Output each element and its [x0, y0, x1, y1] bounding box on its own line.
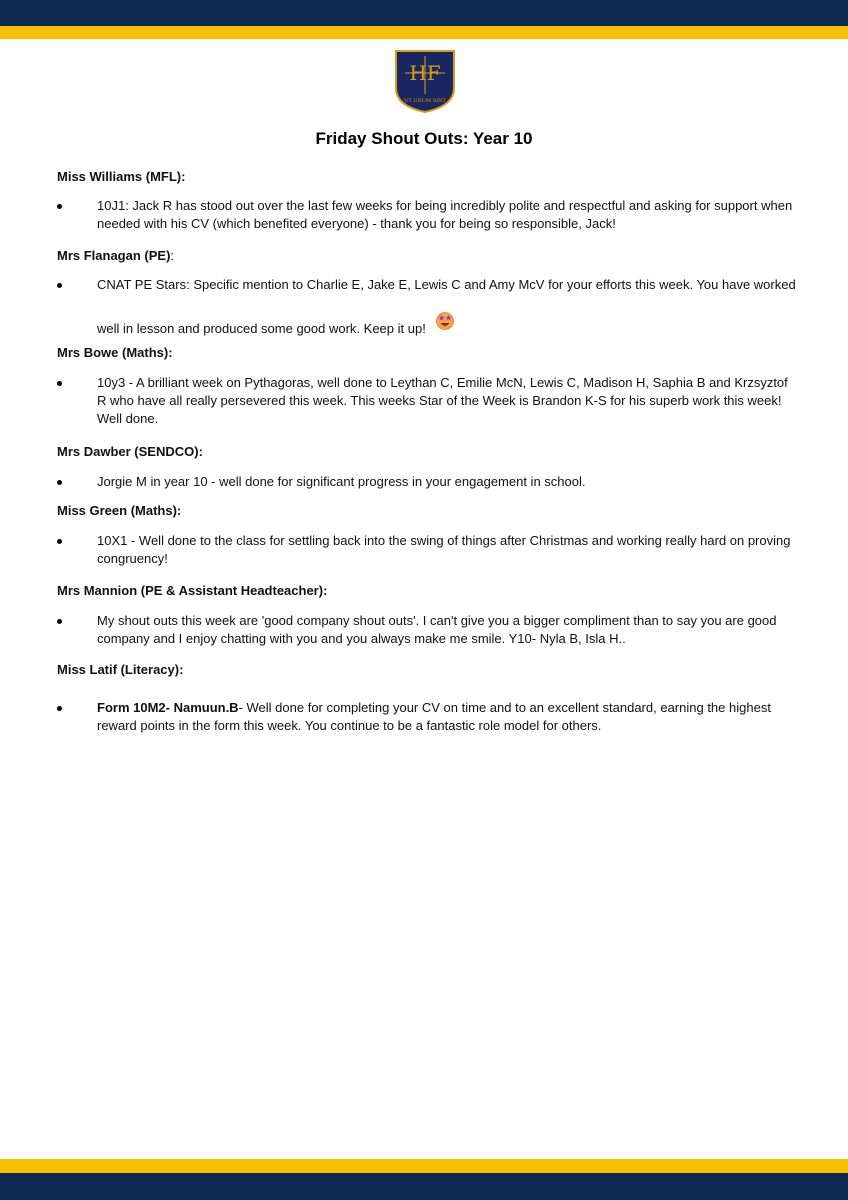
section-mrs-mannion	[57, 582, 797, 600]
shout-out-text: Jorgie M in year 10 - well done for significant progress in your engagement in school.	[97, 474, 586, 489]
star-struck-emoji-icon	[435, 310, 455, 330]
crest-motto: UT UNUM SINT	[404, 98, 446, 104]
bullet-icon	[57, 283, 62, 288]
bullet-icon	[57, 480, 62, 485]
school-crest-logo	[393, 48, 457, 114]
teacher-name-suffix: :	[170, 248, 175, 263]
shout-out-text: My shout outs this week are 'good company shout outs'. I can't give you a bigger compliment than to say you are good company and I enjoy chatting with you and you always make me smile. Y10- Nyla B, Isla H..	[97, 613, 777, 646]
crest-initials: HF	[409, 61, 441, 85]
teacher-name: Miss Williams (MFL):	[57, 169, 186, 184]
shout-out-text: CNAT PE Stars: Specific mention to Charlie E, Jake E, Lewis C and Amy McV for your efforts this week. You have worked	[97, 277, 796, 292]
section-mrs-flanagan	[57, 247, 797, 265]
bullet-icon	[57, 619, 62, 624]
top-navy-band	[0, 0, 848, 26]
shout-out-lead: Form 10M2- Namuun.B	[97, 700, 239, 715]
bullet-icon	[57, 539, 62, 544]
teacher-name: Miss Green (Maths):	[57, 503, 182, 518]
bottom-navy-band	[0, 1173, 848, 1200]
teacher-name: Mrs Bowe (Maths):	[57, 345, 173, 360]
page-title: Friday Shout Outs: Year 10	[315, 129, 533, 148]
shout-out-rest: - Well done for completing your CV on time and to an excellent standard, earning the highest reward points in the form this week. You continue to be a fantastic role model for others.	[97, 700, 771, 733]
section-miss-williams	[57, 168, 797, 186]
bottom-gold-band	[0, 1159, 848, 1173]
teacher-name: Mrs Mannion (PE & Assistant Headteacher):	[57, 583, 328, 598]
bullet-icon	[57, 706, 62, 711]
bullet-icon	[57, 381, 62, 386]
section-mrs-dawber	[57, 443, 797, 461]
shout-out-text: 10X1 - Well done to the class for settling back into the swing of things after Christmas and working really hard on proving congruency!	[97, 533, 791, 566]
teacher-name: Miss Latif (Literacy):	[57, 662, 184, 677]
section-mrs-bowe	[57, 344, 797, 362]
shout-out-text: 10y3 - A brilliant week on Pythagoras, well done to Leythan C, Emilie McN, Lewis C, Madison H, Saphia B and Krzsyztof R who have all really persevered this week. This weeks Star of the Week is Brandon K-S for his superb work this week! Well done.	[97, 375, 788, 426]
shout-out-text: well in lesson and produced some good work. Keep it up!	[97, 321, 426, 336]
section-miss-green	[57, 502, 797, 520]
top-gold-band	[0, 26, 848, 39]
bullet-icon	[57, 204, 62, 209]
teacher-name: Mrs Flanagan (PE)	[57, 248, 171, 263]
teacher-name: Mrs Dawber (SENDCO):	[57, 444, 203, 459]
shout-out-text: 10J1: Jack R has stood out over the last few weeks for being incredibly polite and respectful and asking for support when needed with his CV (which benefited everyone) - thank you for being so responsible, Jack!	[97, 198, 793, 231]
shout-out-text	[97, 699, 797, 735]
section-miss-latif	[57, 661, 797, 679]
